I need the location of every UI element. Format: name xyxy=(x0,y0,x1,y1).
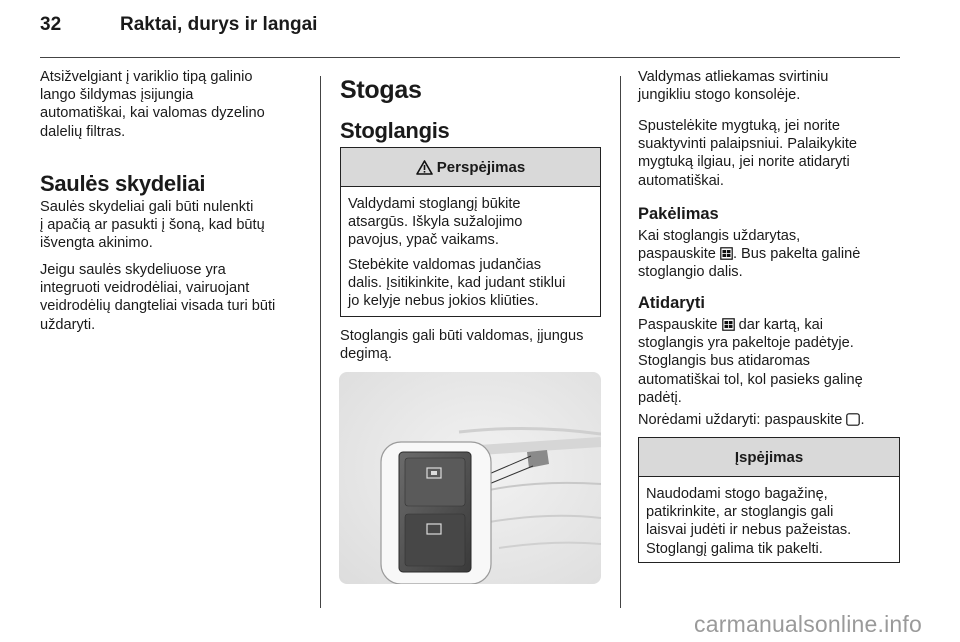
sunroof-open-icon xyxy=(720,247,733,260)
text-line: Stebėkite valdomas judančias xyxy=(348,256,542,273)
text-fragment: Paspauskite xyxy=(638,317,722,333)
text-line: jungikliu stogo konsolėje. xyxy=(638,87,801,104)
intro-paragraph xyxy=(40,68,265,141)
text-line: Spustelėkite mygtuką, jei norite xyxy=(638,118,840,134)
text-line: dalelių filtras. xyxy=(40,123,126,140)
text-line: Atsižvelgiant į variklio tipą galinio xyxy=(40,69,253,85)
notice-body xyxy=(639,477,899,558)
text-line: stoglangis yra pakeltoje padėtyje. xyxy=(638,335,854,352)
page-title: Raktai, durys ir langai xyxy=(120,14,318,35)
text-line: Stoglangis gali būti valdomas, įjungus xyxy=(340,328,584,344)
text-line: veidrodėlių dangteliai visada turi būti xyxy=(40,298,276,315)
sunroof-switch-illustration xyxy=(339,372,601,584)
subsection-heading: Pakėlimas xyxy=(638,205,719,223)
text-line: pavojus, ypač vaikams. xyxy=(348,232,499,249)
text-line: jo kelyje nebus jokios kliūties. xyxy=(348,293,539,310)
text-line: Valdydami stoglangį būkite xyxy=(348,196,521,212)
paragraph xyxy=(638,316,863,407)
watermark: carmanualsonline.info xyxy=(694,611,922,637)
text-line: dalis. Įsitikinkite, kad judant stiklui xyxy=(348,274,566,291)
text-line: patikrinkite, ar stoglangis gali xyxy=(646,504,834,521)
text-fragment: . xyxy=(860,412,865,428)
warning-header xyxy=(341,148,600,187)
text-line: Naudodami stogo bagažinę, xyxy=(646,486,828,502)
header-divider xyxy=(40,57,900,58)
subsection-heading: Atidaryti xyxy=(638,294,705,312)
notice-header xyxy=(639,438,899,477)
warning-paragraph xyxy=(348,256,593,311)
warning-body xyxy=(341,187,600,310)
text-line: Valdymas atliekamas svirtiniu xyxy=(638,69,829,85)
text-line: automatiškai. xyxy=(638,172,724,189)
subsection-heading: Stoglangis xyxy=(340,118,450,143)
text-fragment: paspauskite xyxy=(638,246,720,263)
text-line: integruoti veidrodėliai, vairuojant xyxy=(40,280,250,297)
notice-title: Įspėjimas xyxy=(734,448,804,466)
text-fragment: Norėdami uždaryti: paspauskite xyxy=(638,412,847,428)
text-line: mygtuką ilgiau, jei norite atidaryti xyxy=(638,154,850,171)
paragraph xyxy=(40,198,265,253)
section-heading: Stogas xyxy=(340,76,422,104)
warning-title: Perspėjimas xyxy=(436,158,526,176)
sunroof-open-icon xyxy=(722,318,735,331)
warning-triangle-icon xyxy=(416,160,433,175)
text-line: automatiškai, kai valomas dyzelino xyxy=(40,105,265,122)
warning-paragraph xyxy=(348,195,593,250)
text-line: Stoglangis bus atidaromas xyxy=(638,353,810,370)
paragraph xyxy=(638,68,828,104)
text-fragment: . Bus pakelta galinė xyxy=(732,246,861,263)
warning-box xyxy=(340,147,601,317)
text-line: Jeigu saulės skydeliuose yra xyxy=(40,262,226,278)
paragraph xyxy=(40,261,275,334)
sunroof-close-icon xyxy=(846,413,860,426)
text-line: atsargūs. Iškyla sužalojimo xyxy=(348,214,523,231)
text-line: padėtį. xyxy=(638,389,682,406)
paragraph xyxy=(638,117,857,190)
text-line: Saulės skydeliai gali būti nulenkti xyxy=(40,199,254,215)
text-line: automatiškai tol, kol pasieks galinę xyxy=(638,371,863,388)
paragraph xyxy=(340,327,583,363)
page-number: 32 xyxy=(40,14,62,35)
column-divider xyxy=(620,76,621,608)
text-line: Kai stoglangis uždarytas, xyxy=(638,228,801,244)
section-heading: Saulės skydeliai xyxy=(40,171,206,196)
notice-paragraph xyxy=(646,485,892,558)
notice-box xyxy=(638,437,900,563)
text-line: laisvai judėti ir nebus pažeistas. xyxy=(646,522,852,539)
text-line: išvengta akinimo. xyxy=(40,235,153,252)
text-line: lango šildymas įsijungia xyxy=(40,87,194,104)
text-line: suaktyvinti palaipsniui. Palaikykite xyxy=(638,136,858,153)
text-line: Stoglangį galima tik pakelti. xyxy=(646,540,823,557)
text-line: uždaryti. xyxy=(40,316,96,333)
text-line: į apačią ar pasukti į šoną, kad būtų xyxy=(40,217,265,234)
paragraph xyxy=(638,227,860,282)
text-line: degimą. xyxy=(340,346,392,363)
text-fragment: dar kartą, kai xyxy=(734,317,823,333)
text-line: stoglangio dalis. xyxy=(638,264,743,281)
paragraph xyxy=(638,411,865,429)
column-divider xyxy=(320,76,321,608)
